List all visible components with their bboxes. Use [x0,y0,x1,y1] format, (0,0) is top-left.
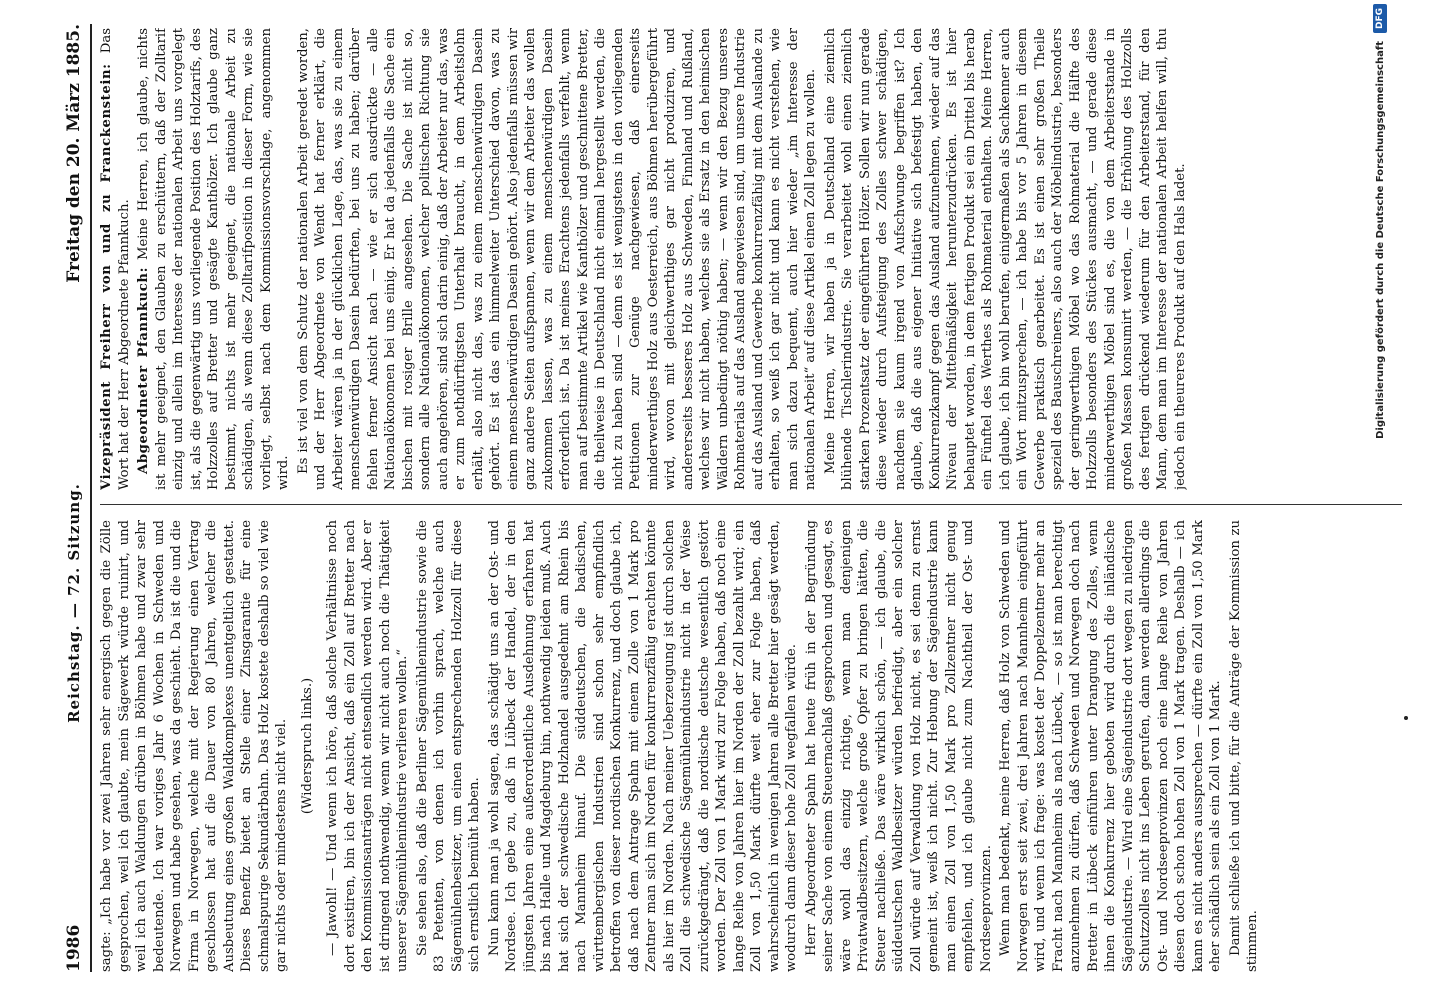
left-paragraph [997,520,1225,972]
paragraph-text: sagte: „Ich habe vor zwei Jahren sehr energisch gegen die Zölle gesprochen, weil ich glaubte, mein Sägewerk würde ruinirt, und weil ich auch Waldungen drüben in Böhmen habe und zwar sehr bedeutende. Ich war voriges Jahr 6 Wochen in Schweden und Norwegen und habe gesehen, was da geschieht. Da ist die und die Firma in Norwegen, welche mit der Regierung einen Vertrag geschlossen hat auf die Dauer von 80 Jahren, welcher die Ausbeutung eines großen Waldkomplexes unentgeltlich gestattet. Dieses Benefiz bietet an Stelle einer Zinsgarantie für eine schmalspurige Sekundärbahn. Das Holz kostete deshalb so viel wie gar nichts oder mindestens nicht viel. [99,520,289,972]
paragraph-text: Das Wort hat der Herr Abgeordnete Pfannkuch. [99,28,132,490]
session-date: Freitag den 20. März 1885. [64,24,84,283]
interjection [299,520,317,972]
paragraph-text: Meine Herren, ich glaube, nichts ist mehr geeignet, den Glauben zu erschüttern, daß der Zolltarif einzig und allein im Interesse der nationalen Arbeit uns vorgelegt ist, als die gegenwärtig uns vorliegende Position des Holztarifs, des Holzzolles auf Bretter und gesägte Kanthölzer. Ich glaube ganz bestimmt, nichts ist mehr geeignet, die nationale Arbeit zu schädigen, als wenn diese Zolltarifposition in dieser Form, wie sie vorliegt, selbst nach dem Kommissionsvorschlage, angenommen wird. [136,28,291,490]
paragraph-text: Sie sehen also, daß die Berliner Sägemühlenindustrie sowie die 83 Petenten, von denen ich vorhin sprach, welche auch Sägemühlenbesitzer, um einen entsprechenden Holzzoll für diese sich ernstlich bemüht haben. [414,520,482,972]
right-paragraph [135,28,293,490]
right-paragraph [98,28,133,490]
running-title: Reichstag. — 72. Sitzung. [65,483,83,723]
paragraph-text: Nun kann man ja wohl sagen, das schädigt uns an der Ost- und Nordsee. Ich gebe zu, daß in Lübeck der Handel, der in den jüngsten Jahren eine außerordentliche Ausdehnung erfahren hat bis nach Halle und Magdeburg hin, nothwendig leiden muß. Auch hat sich der schwedische Holzhandel ausgedehnt am Rhein bis nach Mannheim hinauf. Die süddeutschen, die badischen, württembergischen Industrien sind schon sehr empfindlich betroffen von dieser nordischen Konkurrenz, und doch glaube ich, daß nach dem Antrage Spahn mit einem Zolle von 1 Mark pro Zentner man sich im Norden für konkurrenzfähig erachten könnte als hier im Norden. Nach meiner Ueberzeugung ist durch solchen Zoll die schwedische Sägemühlenindustrie nicht in der Weise zurückgedrängt, daß die nordische deutsche wesentlich gestört worden. Der Zoll von 1 Mark wird zur Folge haben, daß noch eine lange Reihe von Jahren hier im Norden der Zoll bezahlt wird; ein Zoll von 1,50 Mark dürfte weit eher zur Folge haben, daß wahrscheinlich in wenigen Jahren alle Bretter hier gesägt werden, wodurch dann dieser hohe Zoll wegfallen würde. [486,520,799,972]
paragraph-text: Meine Herren, wir haben ja in Deutschland eine ziemlich blühende Tischlerindustrie. Sie verarbeitet wohl einen ziemlich starken Prozentsatz der eingeführten Hölzer. Sollen wir nun gerade diese wieder durch Aufsteigung des Zolles schwer schädigen, nachdem sie kaum irgend von Aufschwunge begriffen ist? Ich glaube, daß die aus eigener Initiative sich befestigt haben, den Konkurrenzkampf gegen das Ausland aufzunehmen, wieder auf das Niveau der Mittelmäßigkeit herunterzudrücken. Es ist hier behauptet worden, in dem fertigen Produkt sei ein Drittel bis herab ein Fünftel des Werthes als Rohmaterial enthalten. Meine Herren, ich glaube, ich bin wohl berufen, einigermaßen als Sachkenner auch ein Wort mitzusprechen, — ich habe bis vor 5 Jahren in diesem Gewerbe praktisch gearbeitet. Es ist einen sehr großen Theile speziell des Bauschreiners, also auch der Möbelindustrie, besonders der geringwerthigen Möbel wo das Rohmaterial die Hälfte des Holzzolls besonders des Stückes ausmacht, — und gerade diese minderwerthigen Möbel sind es, die von dem Arbeiterstande in großen Massen konsumirt werden, — die Erhöhung des Holzzolls des fertigen drückend wiederum für den Arbeiterstand, für den Mann, dem man im Interesse der nationalen Arbeit helfen will, thu jedoch ein theureres Produkt auf den Hals ladet. [822,28,1188,490]
left-paragraph [486,520,801,972]
page-header [58,24,92,972]
paragraph-text: Wenn man bedenkt, meine Herren, daß Holz von Schweden und Norwegen erst seit zwei, drei Jahren nach Mannheim eingeführt wird, und wenn ich frage: was kostet der Doppelzentner mehr an Fracht nach Mannheim als nach Lübeck, — so ist man berechtigt anzunehmen zu dürfen, daß Schweden und Norwegen doch nach Bretter in Lübeck einführen unter Drangung des Zolles, wenn ihnen die Konkurrenz hier geboten wird durch die inländische Sägeindustrie. — Wird eine Sägeindustrie dort wegen zu niedrigen Schutzzolles nicht ins Leben gerufen, dann werden allerdings die Ost- und Nordseeprovinzen noch eine lange Reihe von Jahren diesen doch schon hohen Zoll von 1 Mark tragen. Deshalb — ich kann es nicht anders aussprechen — dürfte ein Zoll von 1,50 Mark eher schädlich sein als ein Zoll von 1 Mark. [998,520,1223,972]
dfg-logo: DFG [1373,4,1387,33]
digitization-note: Digitalisierung gefördert durch die Deutsche Forschungsgemeinschaft [1374,41,1386,439]
left-paragraph [1227,520,1262,972]
speaker-name: Abgeordneter Pfannkuch: [136,266,151,474]
right-column [98,28,1402,490]
right-paragraph [295,28,820,490]
left-paragraph [414,520,484,972]
left-paragraph [98,520,291,972]
left-paragraph [324,520,412,972]
paragraph-text: Damit schließe ich und bitte, für die Anträge der Kommission zu stimmen. [1227,520,1260,972]
left-paragraph [803,520,996,972]
paragraph-text: (Widerspruch links.) [299,677,315,815]
paragraph-text: Herr Abgeordneter Spahn hat heute früh in der Begründung seiner Sache von einem Steuernachlaß gesprochen und gesagt, es wäre wohl das einzig richtige, wenn man denjenigen Privatwaldbesitzern, welche große Opfer zu bringen hätten, die Steuer nachließe. Das wäre wirklich schön, — ich glaube, die süddeutschen Waldbesitzer würden befriedigt, aber ein solcher Zoll würde auf Verwaldung von Holz nicht, es sei denn zu ernst gemeint ist, weiß ich nicht. Zur Hebung der Sägeindustrie kann man einen Zoll von 1,50 Mark pro Zollzentner nicht genug empfehlen, und ich glaube nicht zum Nachtheil der Ost- und Nordseeprovinzen. [803,520,994,972]
digitization-footer [1360,0,1400,1000]
column-divider [100,504,1402,505]
page-number: 1986 [64,924,84,972]
left-column [98,520,1402,972]
right-paragraph [822,28,1190,490]
speaker-name: Vizepräsident Freiherr von und zu Franckenstein: [99,63,114,490]
scan-speck [1404,716,1408,720]
paragraph-text: Es ist viel von dem Schutz der nationalen Arbeit geredet worden, und der Herr Abgeordnete von Wendt hat ferner erklärt, die Arbeiter wären ja in der glücklichen Lage, das, was sie zu einem menschenwürdigen Dasein bedürften, bei uns zu haben; darüber fehlen ferner Ansicht nach — wie er sich ausdrückte — alle Nationalökonomen bei uns einig. Er hat da jedenfalls die Sache ein bischen mit rosiger Brille angesehen. Die Sache ist nicht so, sondern alle Nationalökonomen, welcher politischen Richtung sie auch angehören, sind sich darin einig, daß der Arbeiter nur das, was er zum nothdürftigsten Unterhalt braucht, in dem Arbeitslohn erhält, also nicht das, was zu einem menschenwürdigen Dasein gehört. Es ist das ein himmelweiter Unterschied davon, was zu einem menschenwürdigen Dasein gehört. Also jedenfalls müssen wir ganz andere Seiten aufspannen, wenn wir dem Arbeiter das wollen zukommen lassen, was zu einem menschenwürdigen Dasein erforderlich ist. Da ist meines Erachtens jedenfalls verfehlt, wenn man auf bestimmte Artikel wie Kanthölzer und geschnittene Bretter, die theilweise in Deutschland nicht einmal hergestellt werden, die nicht zu haben sind — denn es ist wenigstens in den vorliegenden Petitionen zur Genüge nachgewiesen, daß einerseits minderwerthiges Holz aus Oesterreich, aus Böhmen herübergeführt wird, wovon mit gleichwerthiges gar nicht produziren, und andererseits besseres Holz aus Schweden, Finnland und Rußland, welches wir nicht haben, welches sie als Ersatz in den heimischen Wäldern unbedingt nöthig haben; — wenn wir den Bezug unseres Rohmaterials auf das Ausland angewiesen sind, um unsere Industrie auf das Ausland und Gewerbe konkurrenzfähig mit dem Auslande zu erhalten, so weiß ich gar nicht und kann es nicht verstehen, wie man sich dazu bequemt, auch hier wieder „im Interesse der nationalen Arbeit“ auf diese Artikel einen Zoll legen zu wollen. [295,28,818,490]
paragraph-text: — Jawohl! — Und wenn ich höre, daß solche Verhältnisse noch dort existiren, bin ich der Ansicht, daß ein Zoll auf Bretter nach den Kommissionsanträgen nicht entsendlich werden wird. Aber er ist dringend nothwendig, wenn wir nicht auch noch die Thätigkeit unserer Sägemühlenindustrie verlieren wollen.“ [325,520,410,972]
